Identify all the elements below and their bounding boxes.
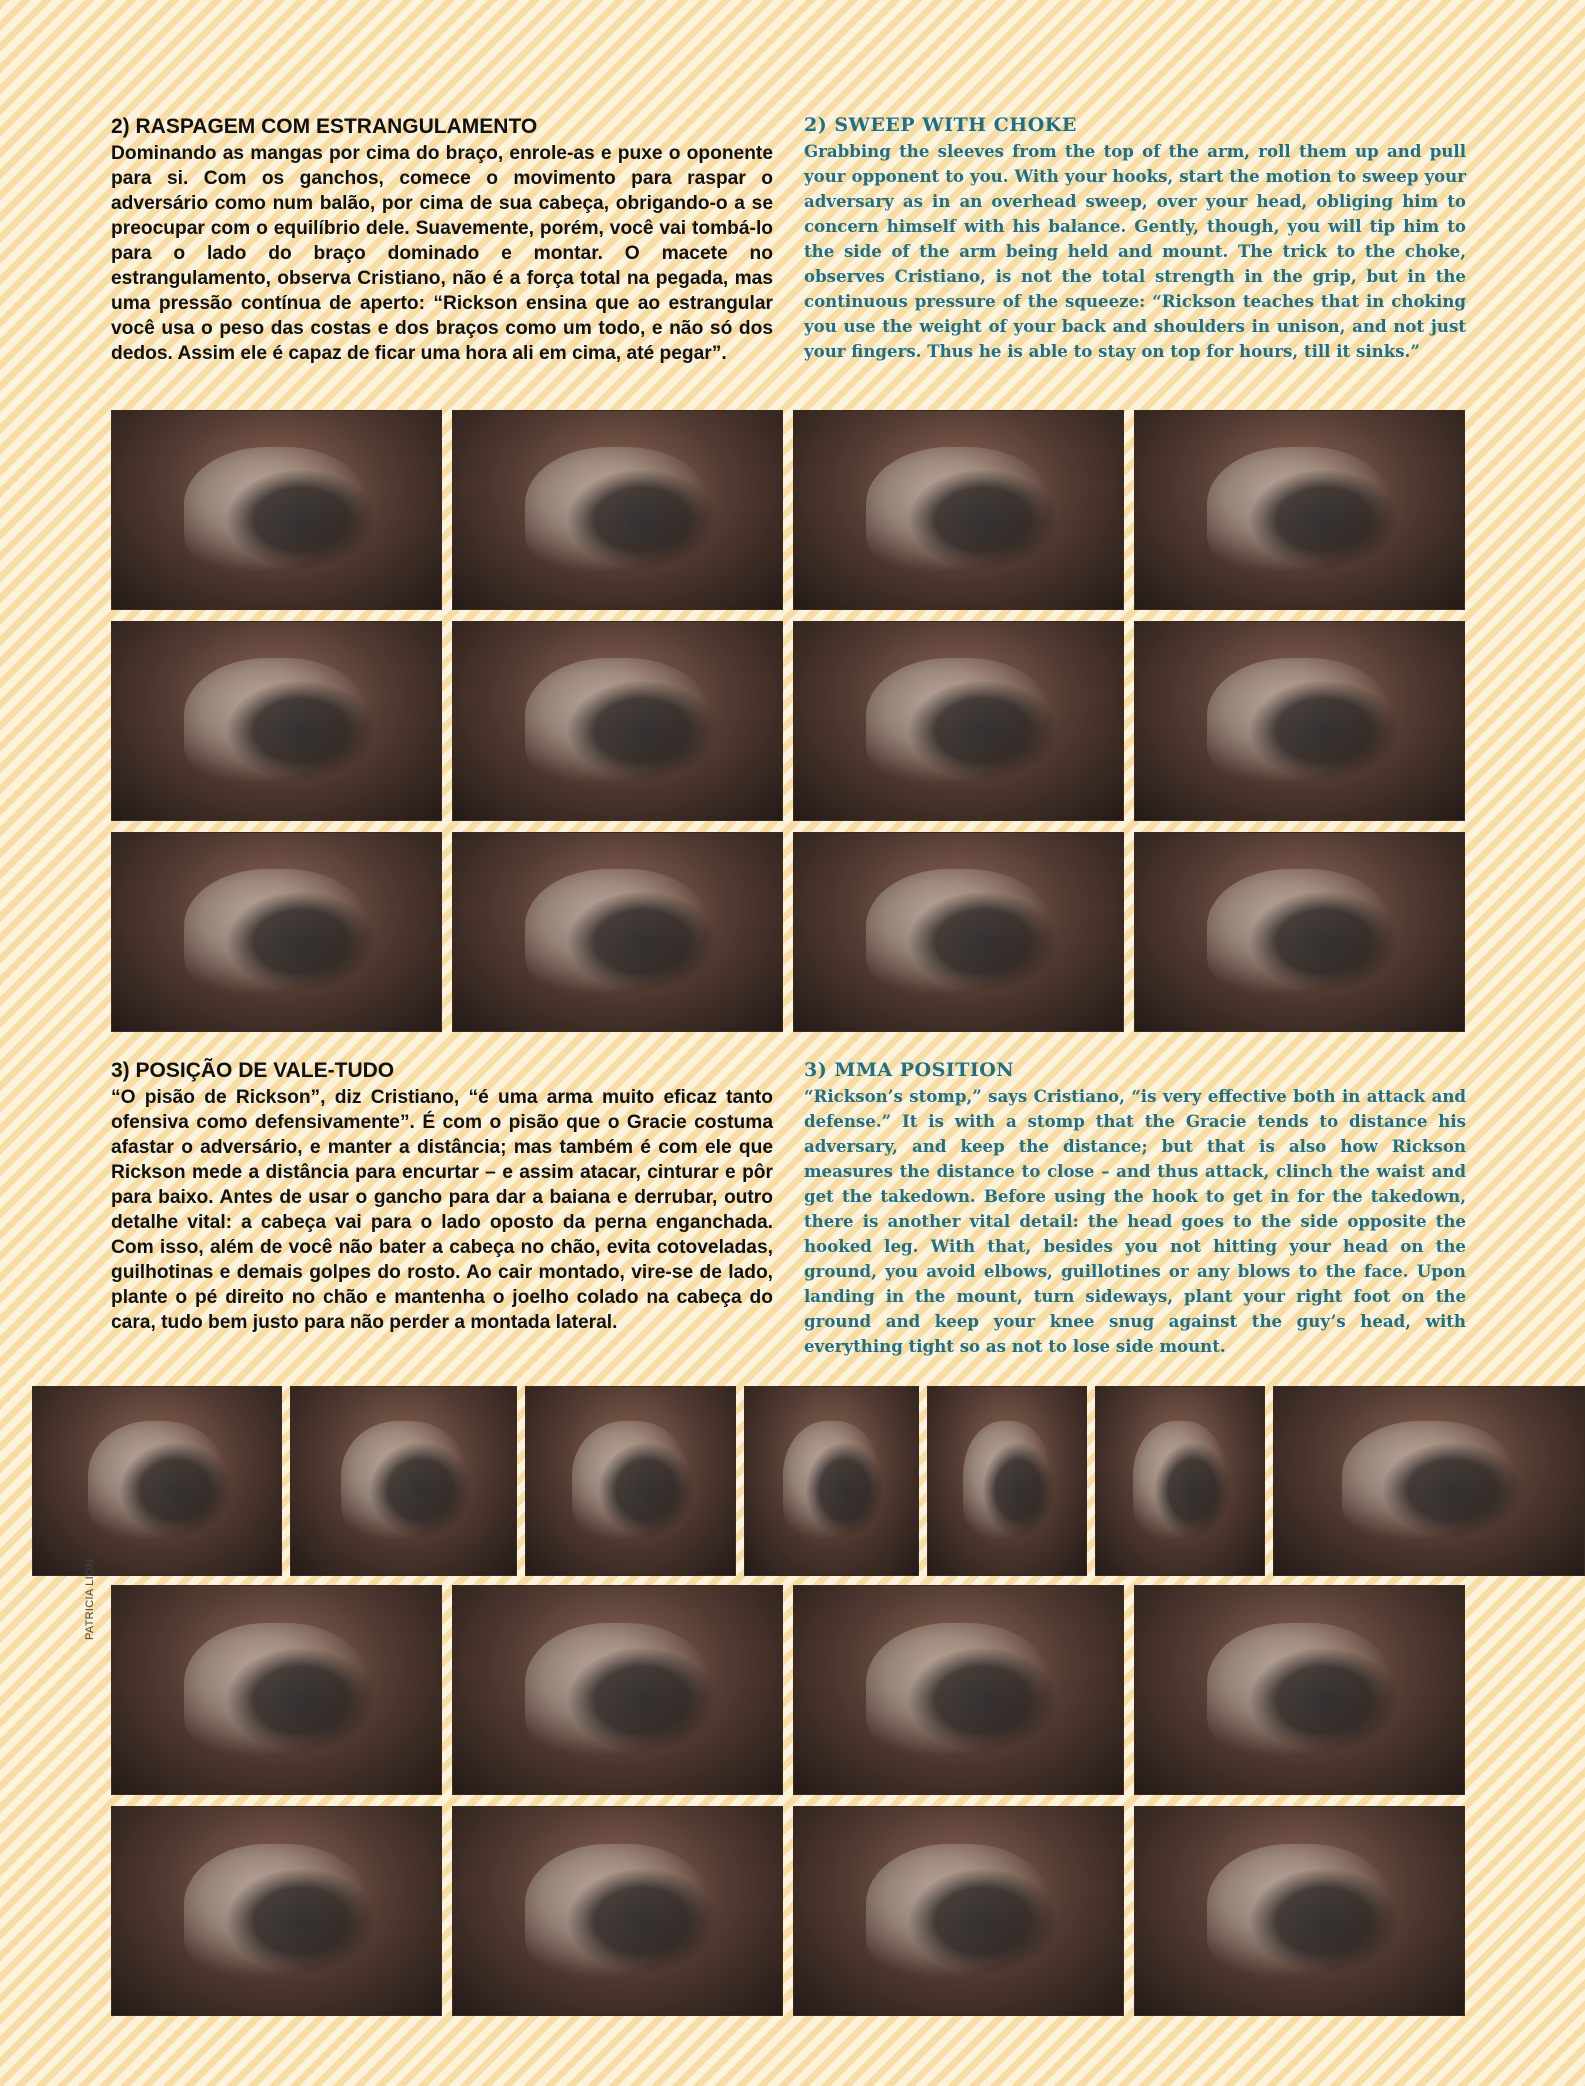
photo-sweep-6 (452, 621, 783, 821)
photo-sweep-10 (452, 832, 783, 1032)
section3-en-title: 3) MMA POSITION (804, 1059, 1015, 1081)
section3-en-body: “Rickson’s stomp,” says Cristiano, “is very effective both in attack and defense.” It is with a stomp that the Gracie tends to distance his adversary, and keep the distance; but that is also how Rickson measures the distance to close – and thus attack, clinch the waist and get the takedown. Before using the hook to get in for the takedown, there is another vital detail: the head goes to the side opposite the hooked leg. With that, besides you not hitting your head on the ground, you avoid elbows, guillotines or any blows to the face. Upon landing in the mount, turn sideways, plant your right foot on the ground and keep your knee snug against the guy’s head, with everything tight so as not to lose side mount. (804, 1086, 1466, 1356)
photo-mma-5 (927, 1386, 1087, 1576)
section2-pt-body: Dominando as mangas por cima do braço, enrole-as e puxe o oponente para si. Com os ganchos, comece o movimento para raspar o adversário como num balão, por cima de sua cabeça, obrigando-o a se preocupar com o equilíbrio dele. Suavemente, porém, você vai tombá-lo para o lado do braço dominado e montar. O macete no estrangulamento, observa Cristiano, não é a força total na pegada, mas uma pressão contínua de aperto: “Rickson ensina que ao estrangular você usa o peso das costas e dos braços como um todo, e não só dos dedos. Assim ele é capaz de ficar uma hora ali em cima, até pegar”. (111, 143, 773, 364)
section3-pt-title: 3) POSIÇÃO DE VALE-TUDO (111, 1059, 395, 1082)
section2-en (804, 112, 1466, 364)
photo-sweep-1 (111, 410, 442, 610)
photo-mma-9 (452, 1585, 783, 1795)
photo-sweep-3 (793, 410, 1124, 610)
photo-mma-7 (1273, 1386, 1585, 1576)
photo-mma-6 (1095, 1386, 1265, 1576)
section2-en-title: 2) SWEEP WITH CHOKE (804, 114, 1077, 136)
photo-credit: PATRICIA LION (84, 1558, 96, 1640)
photo-sweep-5 (111, 621, 442, 821)
photo-sweep-9 (111, 832, 442, 1032)
photo-mma-4 (744, 1386, 919, 1576)
photo-mma-3 (525, 1386, 736, 1576)
section2-pt-title: 2) RASPAGEM COM ESTRANGULAMENTO (111, 115, 538, 138)
section3-pt (111, 1058, 773, 1335)
photo-mma-11 (1134, 1585, 1465, 1795)
photo-sweep-4 (1134, 410, 1465, 610)
photo-sweep-2 (452, 410, 783, 610)
photo-sweep-8 (1134, 621, 1465, 821)
section3-en (804, 1057, 1466, 1359)
photo-sweep-12 (1134, 832, 1465, 1032)
photo-sweep-7 (793, 621, 1124, 821)
photo-mma-8 (111, 1585, 442, 1795)
photo-mma-1 (32, 1386, 282, 1576)
photo-mma-15 (1134, 1806, 1465, 2016)
section2-en-body: Grabbing the sleeves from the top of the arm, roll them up and pull your opponent to you. With your hooks, start the motion to sweep your adversary as in an overhead sweep, over your head, obliging him to concern himself with his balance. Gently, though, you will tip him to the side of the arm being held and mount. The trick to the choke, observes Cristiano, is not the total strength in the grip, but in the continuous pressure of the squeeze: “Rickson teaches that in choking you use the weight of your back and shoulders in unison, and not just your fingers. Thus he is able to stay on top for hours, till it sinks.” (804, 141, 1466, 361)
section3-pt-body: “O pisão de Rickson”, diz Cristiano, “é uma arma muito eficaz tanto ofensiva como defensivamente”. É com o pisão que o Gracie costuma afastar o adversário, e manter a distância; mas também é com ele que Rickson mede a distância para encurtar – e assim atacar, cinturar e pôr para baixo. Antes de usar o gancho para dar a baiana e derrubar, outro detalhe vital: a cabeça vai para o lado oposto da perna enganchada. Com isso, além de você não bater a cabeça no chão, evita cotoveladas, guilhotinas e demais golpes do rosto. Ao cair montado, vire-se de lado, plante o pé direito no chão e mantenha o joelho colado na cabeça do cara, tudo bem justo para não perder a montada lateral. (111, 1087, 773, 1333)
photo-mma-2 (290, 1386, 517, 1576)
photo-mma-12 (111, 1806, 442, 2016)
section2-pt (111, 114, 773, 366)
photo-sweep-11 (793, 832, 1124, 1032)
photo-mma-14 (793, 1806, 1124, 2016)
photo-mma-10 (793, 1585, 1124, 1795)
photo-mma-13 (452, 1806, 783, 2016)
